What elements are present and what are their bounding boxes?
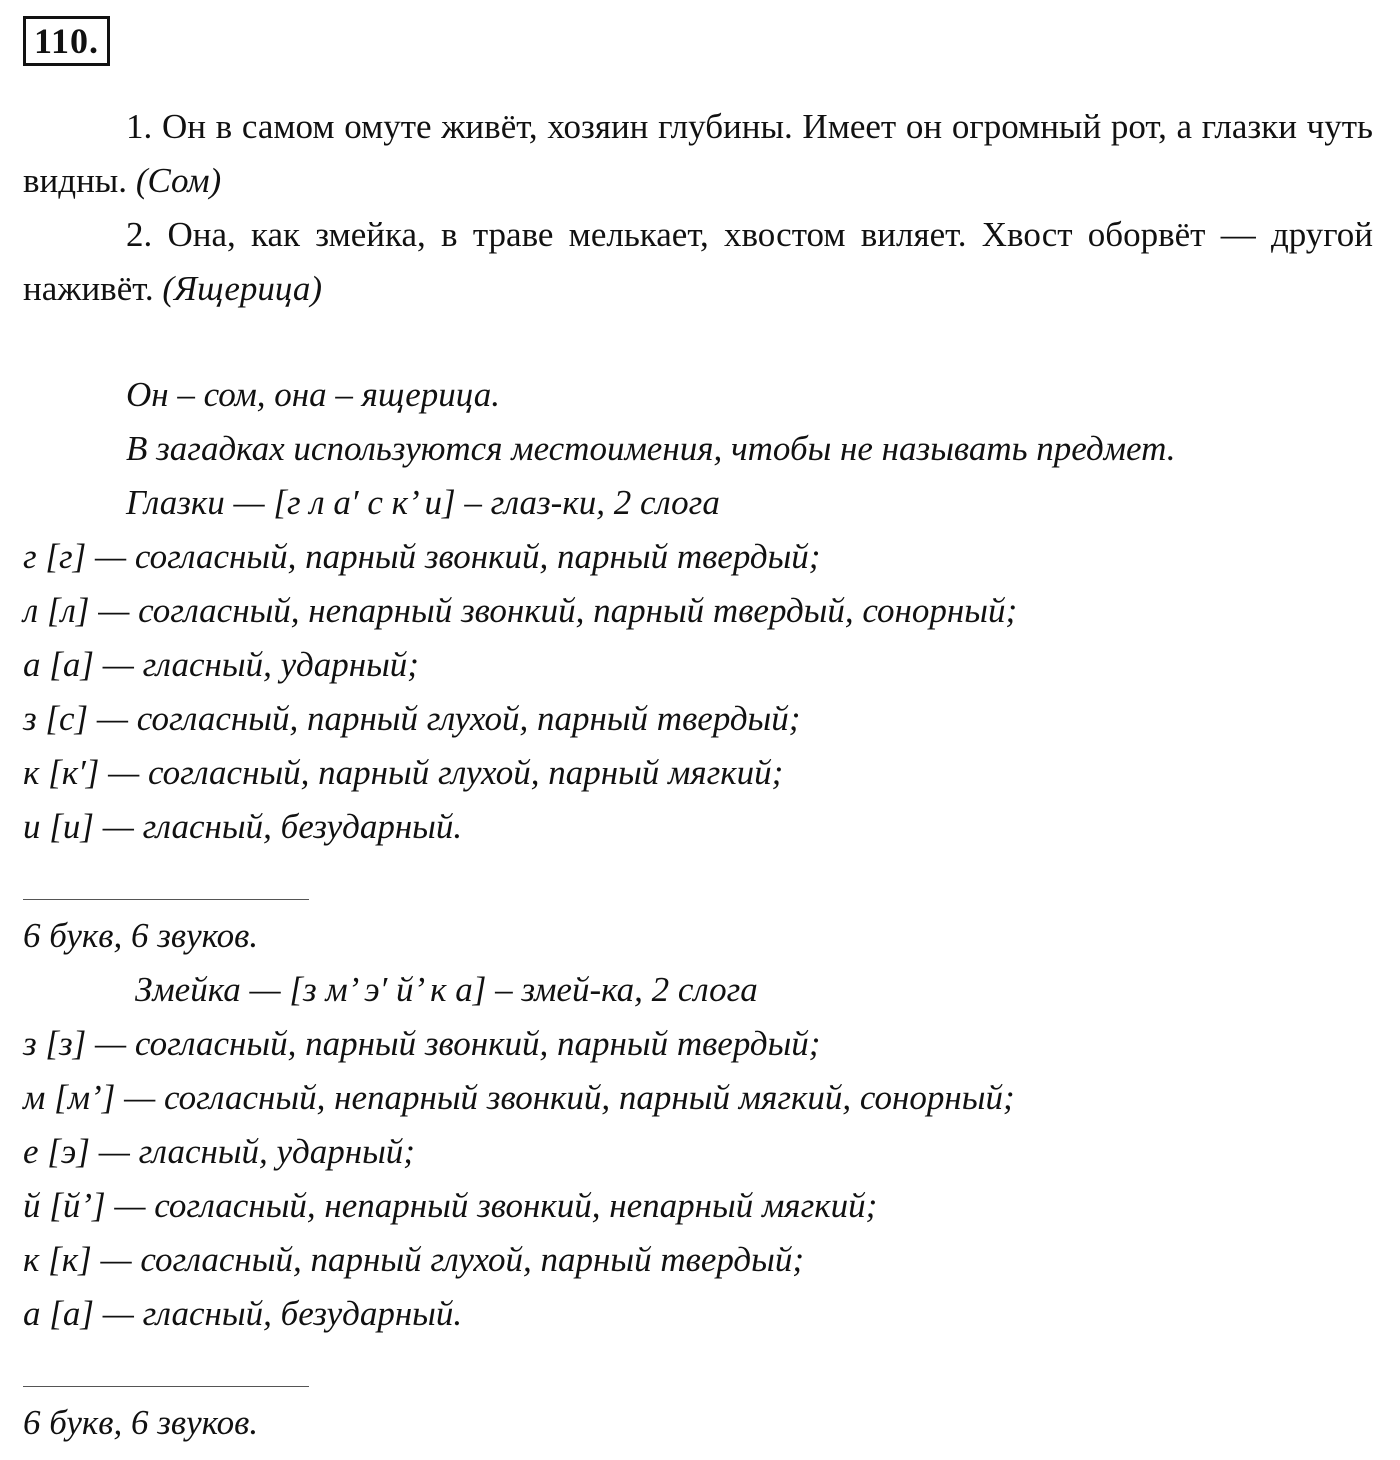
riddle-1-text: 1. Он в самом омуте живёт, хозяин глубины. Имеет он огромный рот, а глазки чуть видны.	[23, 107, 1373, 200]
riddle-1-answer: (Сом)	[135, 161, 222, 200]
word2-sound-line: е [э] — гласный, ударный;	[23, 1132, 415, 1171]
spacer	[23, 1387, 1383, 1396]
word1-sound-line: л [л] — согласный, непарный звонкий, парный твердый, сонорный;	[23, 591, 1018, 630]
word2-header: Змейка — [з м’ э′ й’ к а] – змей-ка, 2 слога	[135, 970, 758, 1009]
spacer	[23, 854, 1383, 899]
word2-sound-line: а [а] — гласный, безударный.	[23, 1294, 463, 1333]
word1-sound-line: и [и] — гласный, безударный.	[23, 807, 463, 846]
intro-line-1: Он – сом, она – ящерица.	[126, 375, 500, 414]
analysis-block	[23, 368, 1383, 1450]
word1-sound-line: з [с] — согласный, парный глухой, парный твердый;	[23, 699, 801, 738]
spacer	[23, 900, 1383, 909]
spacer	[23, 1341, 1383, 1386]
riddle-2-text: 2. Она, как змейка, в траве мелькает, хвостом виляет. Хвост оборвёт — другой наживёт.	[23, 215, 1373, 308]
intro-line-2: В загадках используются местоимения, чтобы не называть предмет.	[126, 429, 1176, 468]
word1-summary: 6 букв, 6 звуков.	[23, 916, 259, 955]
word2-sound-line: к [к] — согласный, парный глухой, парный твердый;	[23, 1240, 804, 1279]
riddle-2-answer: (Ящерица)	[162, 269, 322, 308]
riddle-2	[23, 208, 1373, 316]
riddle-1	[23, 100, 1373, 208]
task-number-box: 110.	[23, 16, 110, 66]
riddles-block	[23, 100, 1373, 316]
word2-sound-line: й [й’] — согласный, непарный звонкий, непарный мягкий;	[23, 1186, 878, 1225]
word1-sound-line: а [а] — гласный, ударный;	[23, 645, 419, 684]
word1-sound-line: г [г] — согласный, парный звонкий, парный твердый;	[23, 537, 821, 576]
word2-summary: 6 букв, 6 звуков.	[23, 1403, 259, 1442]
word1-sound-line: к [к′] — согласный, парный глухой, парный мягкий;	[23, 753, 784, 792]
word2-sound-line: м [м’] — согласный, непарный звонкий, парный мягкий, сонорный;	[23, 1078, 1015, 1117]
word1-header: Глазки — [г л а′ с к’ и] – глаз-ки, 2 слога	[126, 483, 720, 522]
word2-sound-line: з [з] — согласный, парный звонкий, парный твердый;	[23, 1024, 821, 1063]
